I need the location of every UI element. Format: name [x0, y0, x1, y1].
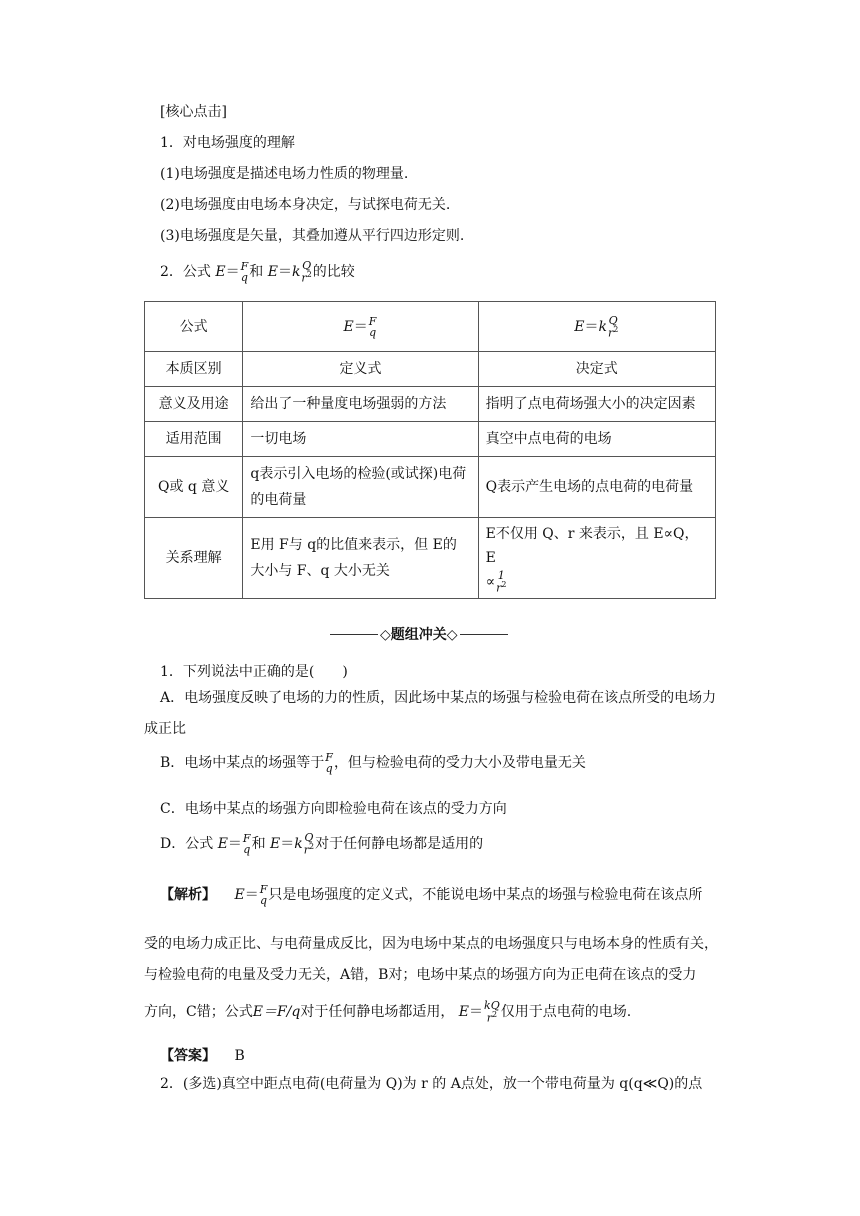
fraction-q-over-r2: Q $r^2$ [301, 259, 312, 285]
option-d: D．公式 E＝ F q 和 E＝k Q $r^2$ 对于任何静电场都是适用的 [160, 831, 484, 857]
table-cell: 给出了一种量度电场强弱的方法 [243, 387, 478, 422]
table-cell: 一切电场 [243, 422, 478, 457]
table-row [145, 518, 716, 599]
table-cell: Q或 q 意义 [145, 457, 243, 518]
table-cell: 决定式 [478, 352, 715, 387]
table-cell: 关系理解 [145, 518, 243, 599]
analysis-tag: 【解析】 [160, 887, 216, 903]
item2-title: 2．公式 E＝ F q 和 E＝k Q $r^2$ 的比较 [160, 259, 355, 285]
divider [330, 634, 378, 635]
table-cell: 本质区别 [145, 352, 243, 387]
option-b: B．电场中某点的场强等于 F q ，但与检验电荷的受力大小及带电量无关 [160, 751, 586, 775]
table-cell: E＝k Q $r^2$ [478, 302, 715, 352]
table-cell: 意义及用途 [145, 387, 243, 422]
item1-title: 1．对电场强度的理解 [160, 135, 295, 151]
table-cell: E用 F与 q的比值来表示，但 E的大小与 F、q 大小无关 [243, 518, 478, 599]
section-heading: [核心点击] [160, 104, 227, 120]
analysis-line-4: 方向，C错；公式E＝F/q对于任何静电场都适用， E＝ kQ $r^2$ 仅用于点电荷的电场. [144, 999, 632, 1025]
answer-tag: 【答案】 [160, 1048, 216, 1064]
answer-value: B [234, 1048, 245, 1064]
table-row [145, 422, 716, 457]
table-cell: Q表示产生电场的点电荷的电荷量 [478, 457, 715, 518]
item1-point-1: (1)电场强度是描述电场力性质的物理量. [160, 166, 409, 182]
table-cell: E＝ F q [243, 302, 478, 352]
comparison-table [144, 301, 716, 599]
table-cell: 适用范围 [145, 422, 243, 457]
item1-point-3: (3)电场强度是矢量，其叠加遵从平行四边形定则. [160, 228, 465, 244]
table-cell: 真空中点电荷的电场 [478, 422, 715, 457]
table-row [145, 352, 716, 387]
analysis-line-3: 与检验电荷的电量及受力无关，A错，B对；电场中某点的场强方向为正电荷在该点的受力 [144, 967, 697, 983]
option-a: A．电场强度反映了电场的力的性质，因此场中某点的场强与检验电荷在该点所受的电场力成正比 [144, 690, 717, 737]
table-cell: 定义式 [243, 352, 478, 387]
section-banner: ◇题组冲关◇ [330, 624, 570, 644]
question-1-stem: 1．下列说法中正确的是( ) [160, 664, 348, 680]
table-cell: 公式 [145, 302, 243, 352]
analysis-line-2: 受的电场力成正比、与电荷量成反比，因为电场中某点的电场强度只与电场本身的性质有关， [144, 936, 718, 952]
table-cell: 指明了点电荷场强大小的决定因素 [478, 387, 715, 422]
table-cell: q表示引入电场的检验(或试探)电荷的电荷量 [243, 457, 478, 518]
table-cell: E不仅用 Q、r 来表示，且 E∝Q，E ∝ 1 $r^2$ [478, 518, 715, 599]
fraction-f-over-q: F q [240, 259, 249, 284]
option-c: C．电场中某点的场强方向即检验电荷在该点的受力方向 [160, 801, 507, 817]
divider [460, 634, 508, 635]
question-2-stem: 2．(多选)真空中距点电荷(电荷量为 Q)为 r 的 A点处，放一个带电荷量为 q(q≪Q)的点 [160, 1076, 703, 1092]
table-row [145, 457, 716, 518]
item1-point-2: (2)电场强度由电场本身决定，与试探电荷无关. [160, 197, 451, 213]
answer-line [160, 1045, 245, 1065]
analysis-line-1: 【解析】 E＝ F q 只是电场强度的定义式，不能说电场中某点的场强与检验电荷在该点所 [160, 883, 703, 907]
table-row [145, 387, 716, 422]
table-row [145, 302, 716, 352]
